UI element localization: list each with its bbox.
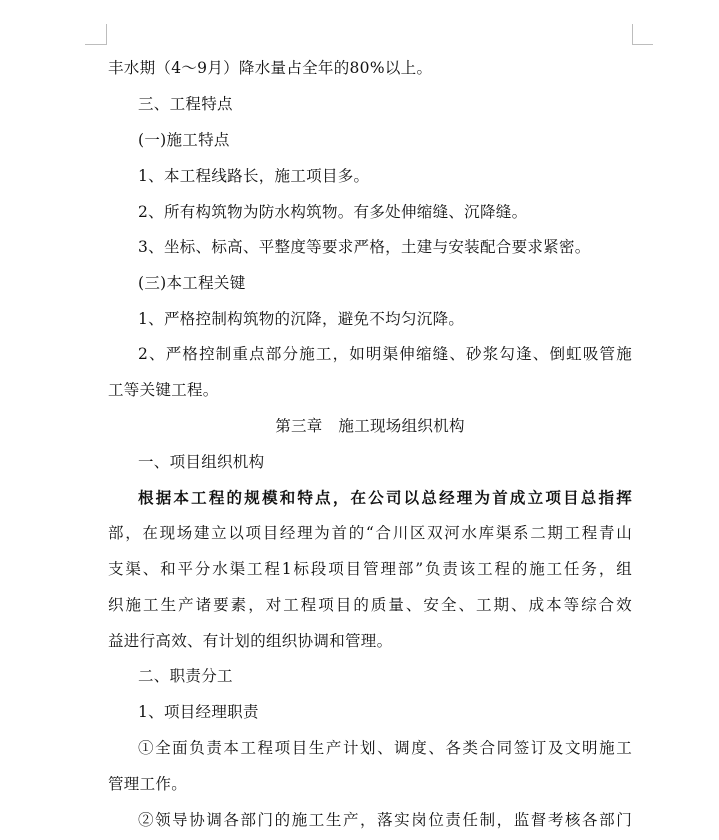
paragraph-line: 支渠、和平分水渠工程1标段项目管理部”负责该工程的施工任务，组 xyxy=(108,560,632,578)
paragraph-line: 织施工生产诸要素，对工程项目的质量、安全、工期、成本等综合效 xyxy=(108,596,632,614)
paragraph-line: 部，在现场建立以项目经理为首的“合川区双河水库渠系二期工程青山 xyxy=(108,524,632,542)
section-heading: 一、项目组织机构 xyxy=(138,453,265,471)
list-item: ②领导协调各部门的施工生产，落实岗位责任制，监督考核各部门 xyxy=(138,811,632,829)
list-item: ①全面负责本工程项目生产计划、调度、各类合同签订及文明施工 xyxy=(138,739,632,757)
list-item-continuation: 管理工作。 xyxy=(108,775,188,793)
subsection-heading: (三)本工程关键 xyxy=(138,274,246,292)
paragraph-line: 丰水期（4～9月）降水量占全年的80%以上。 xyxy=(108,59,433,77)
section-heading: 三、工程特点 xyxy=(138,95,233,113)
subsection-heading: (一)施工特点 xyxy=(138,131,230,149)
subsection-heading: 1、项目经理职责 xyxy=(138,703,259,721)
crop-mark-top-right-vertical xyxy=(632,24,633,45)
chapter-title: 第三章 施工现场组织机构 xyxy=(275,417,465,435)
list-item: 2、所有构筑物为防水构筑物。有多处伸缩缝、沉降缝。 xyxy=(138,203,528,221)
list-item: 3、坐标、标高、平整度等要求严格，土建与安装配合要求紧密。 xyxy=(138,238,591,256)
paragraph-line: 根据本工程的规模和特点，在公司以总经理为首成立项目总指挥 xyxy=(138,488,632,507)
crop-mark-top-left-vertical xyxy=(106,24,107,45)
paragraph-line: 益进行高效、有计划的组织协调和管理。 xyxy=(108,632,393,650)
list-item: 2、严格控制重点部分施工，如明渠伸缩缝、砂浆勾逢、倒虹吸管施 xyxy=(138,345,632,363)
list-item-continuation: 工等关键工程。 xyxy=(108,381,219,399)
crop-mark-top-left xyxy=(85,44,107,45)
list-item: 1、严格控制构筑物的沉降，避免不均匀沉降。 xyxy=(138,310,465,328)
crop-mark-top-right xyxy=(632,44,653,45)
list-item: 1、本工程线路长，施工项目多。 xyxy=(138,167,370,185)
section-heading: 二、职责分工 xyxy=(138,667,233,685)
